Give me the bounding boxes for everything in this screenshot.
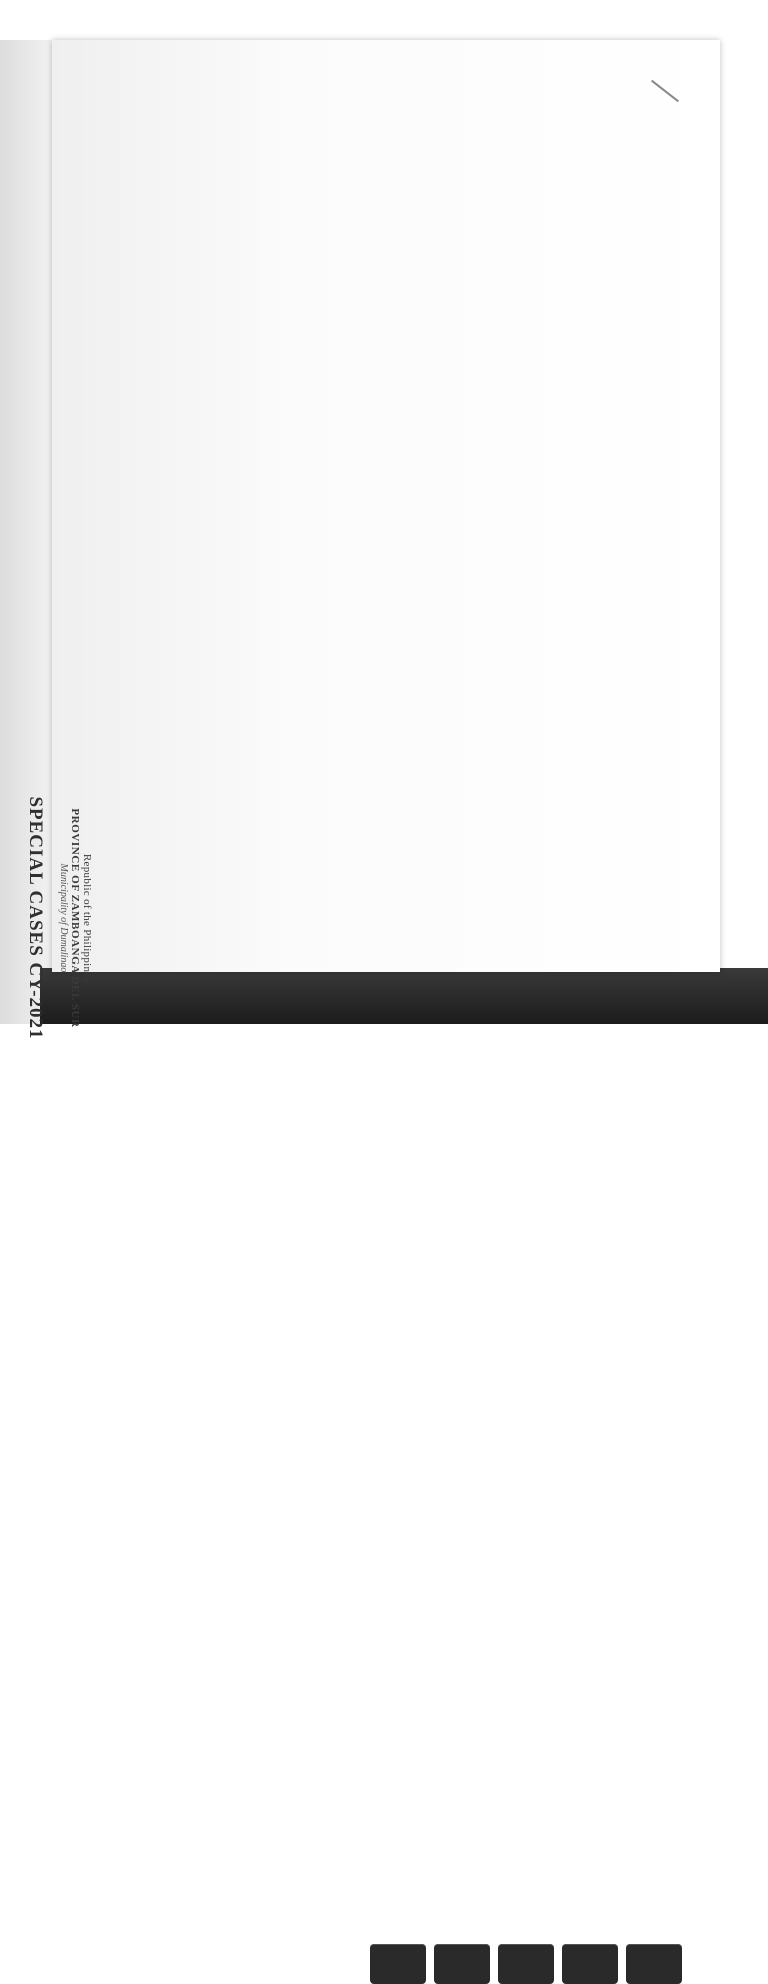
keyboard-key [626,1944,682,1984]
keyboard-key [434,1944,490,1984]
keyboard-key [370,1944,426,1984]
republic-line: Republic of the Philippines [81,853,93,983]
province-line: PROVINCE OF ZAMBOANGA DEL SUR [69,808,81,1028]
document-title: SPECIAL CASES CY-2021 [25,796,46,1040]
document-page [0,488,97,1348]
backdrop-top [0,0,768,44]
keyboard-key [498,1944,554,1984]
keyboard-key [562,1944,618,1984]
municipality-line: Municipality of Dumalinao [58,863,69,973]
document-header [24,488,97,1348]
paper-sheet [52,40,720,972]
keyboard-edge [40,968,768,1024]
